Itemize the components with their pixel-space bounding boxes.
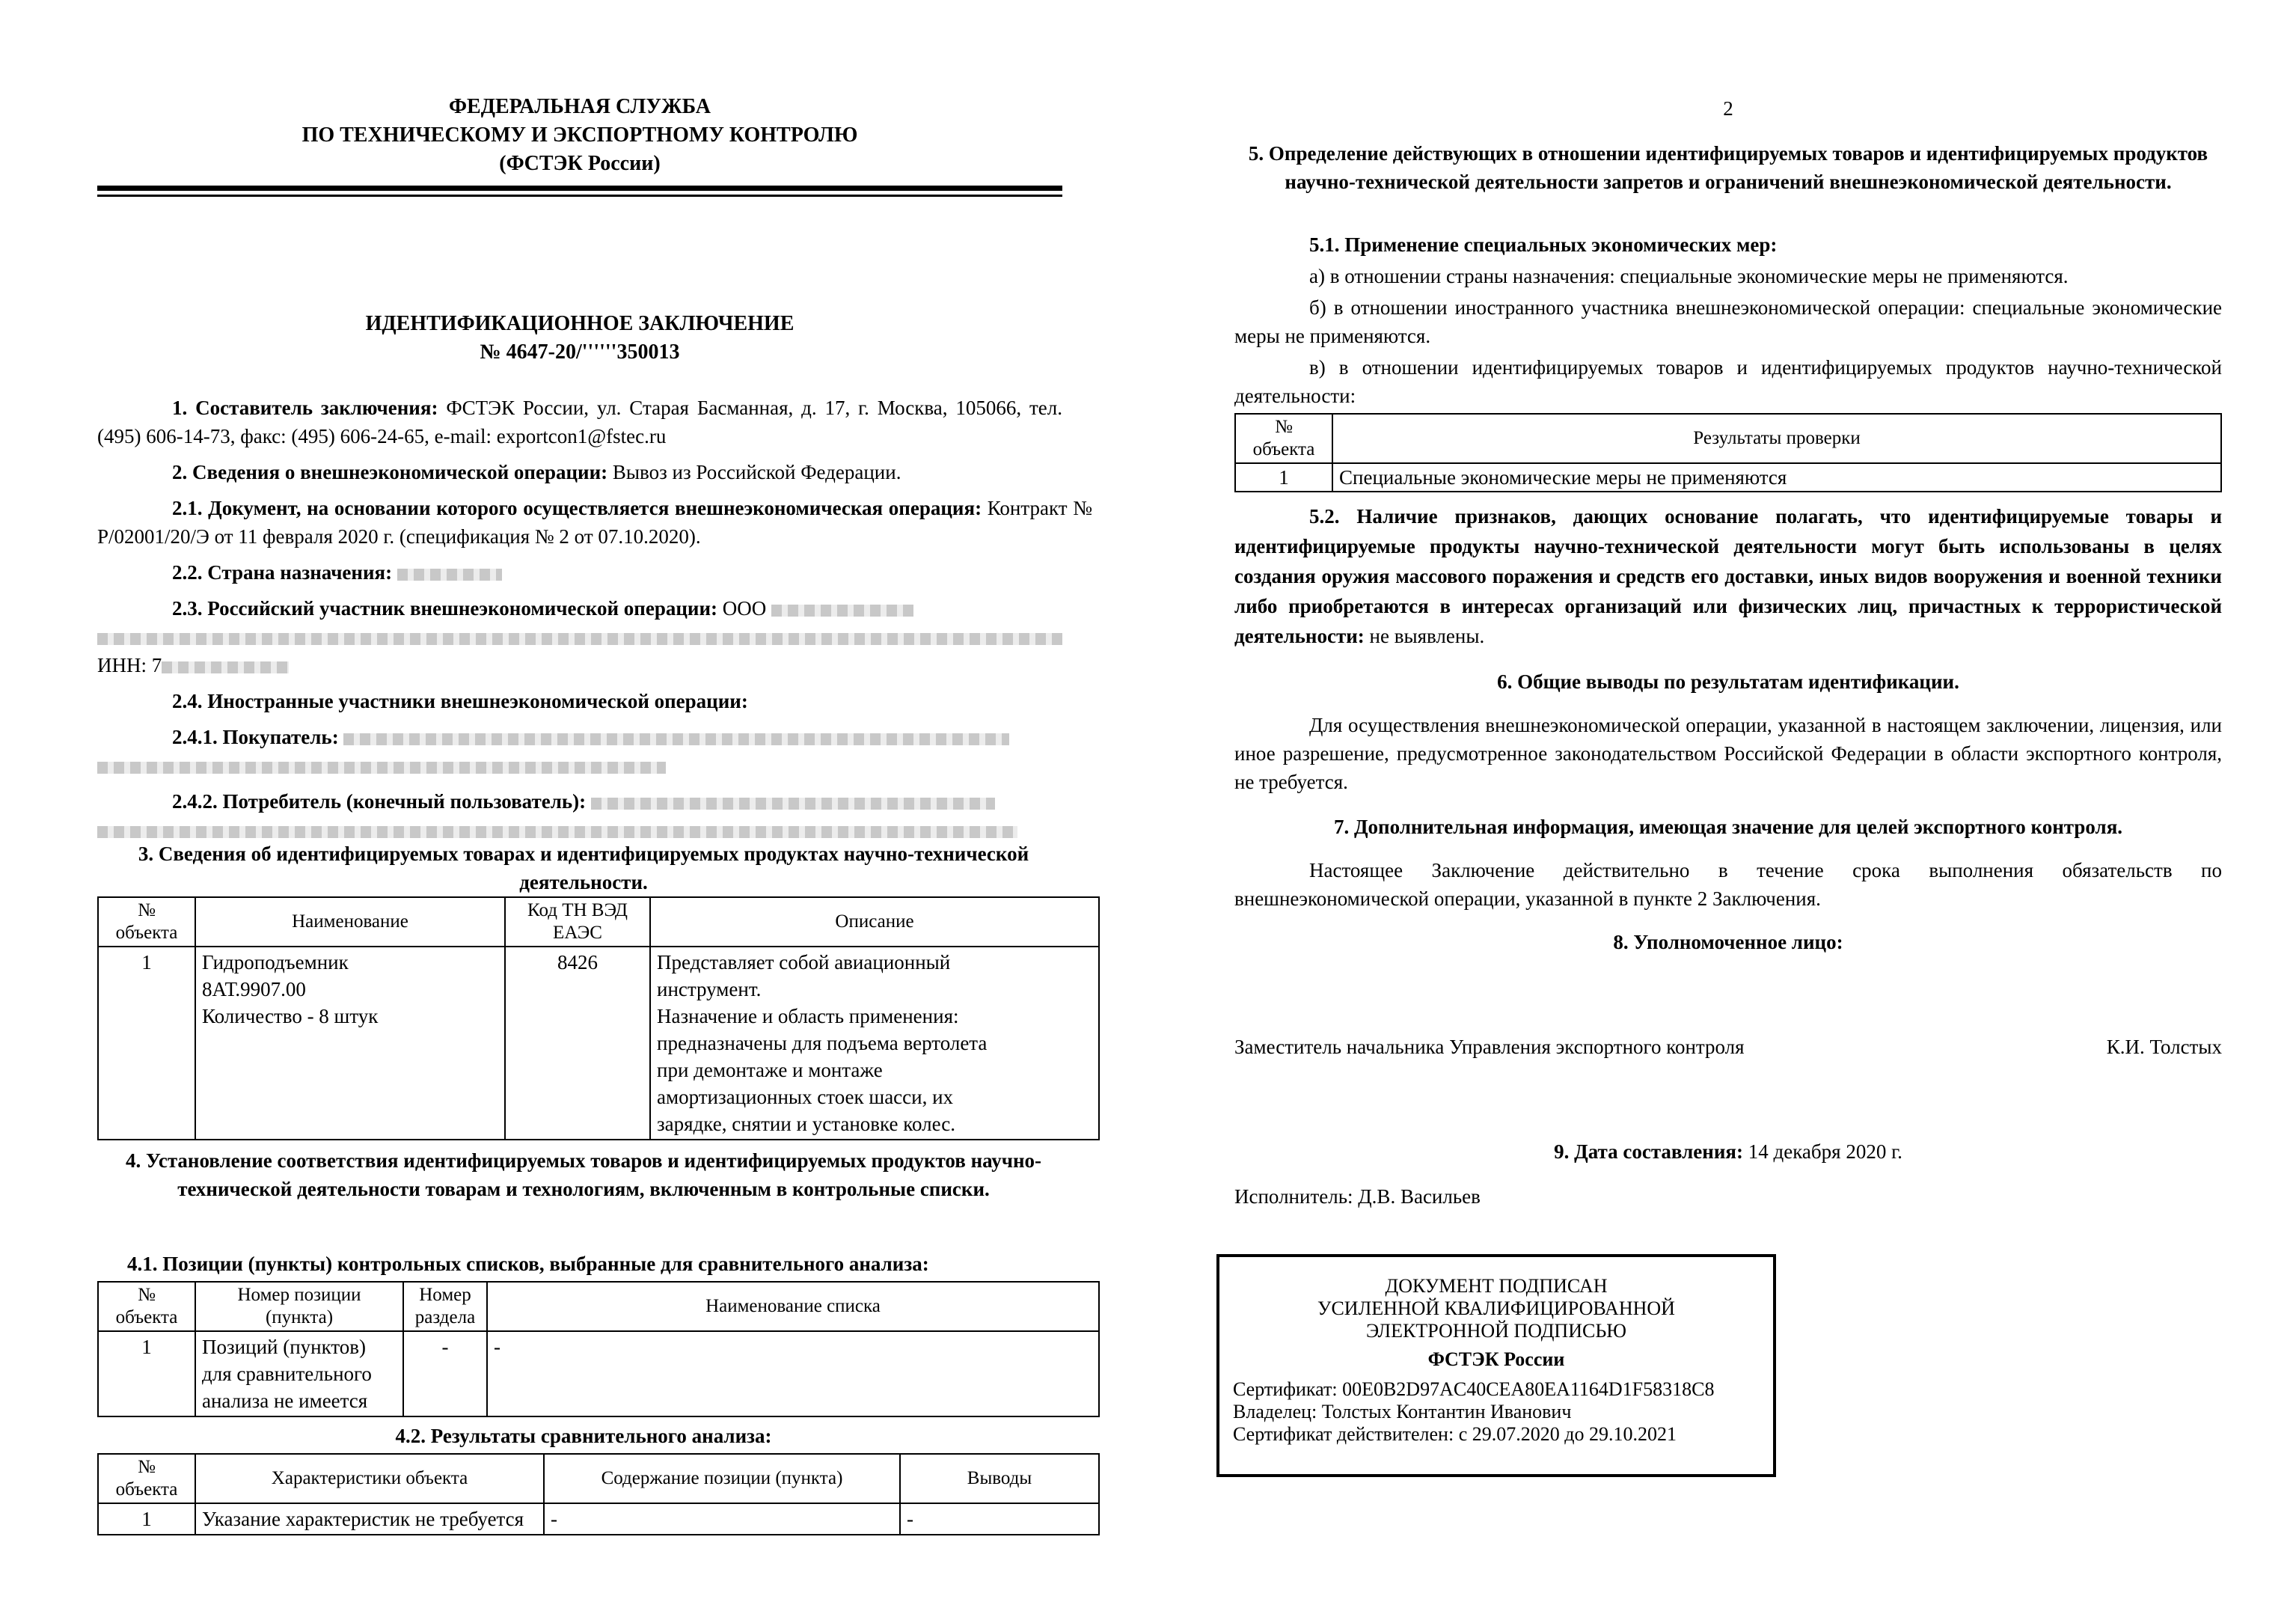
section-4-2-title: 4.2. Результаты сравнительного анализа: [395, 1425, 772, 1447]
executor: Исполнитель: Д.В. Васильев [1234, 1185, 1481, 1208]
section-2-text: Вывоз из Российской Федерации. [612, 461, 901, 483]
redacted-consumer-address [97, 826, 1017, 838]
redacted-buyer-address [97, 762, 666, 774]
stamp-line-3: ЭЛЕКТРОННОЙ ПОДПИСЬЮ [1366, 1320, 1626, 1342]
section-2-1-text: Контракт № Р/02001/20/Э от 11 февраля 2020 г. (спецификация № 2 от 07.10.2020). [97, 497, 1092, 548]
section-1 [97, 394, 1092, 844]
section-2-label: 2. Сведения о внешнеэкономической операции: [172, 461, 608, 483]
cmp-cell-characteristics: Указание характеристик не требуется [195, 1503, 544, 1535]
section-4-1-title: 4.1. Позиции (пункты) контрольных списков, выбранные для сравнительного анализа: [127, 1253, 929, 1275]
stamp-owner: Владелец: Толстых Контантин Иванович [1233, 1401, 1572, 1422]
section-5-1-a: а) в отношении страны назначения: специальные экономические меры не применяются. [1309, 265, 2069, 287]
goods-cell-desc [650, 947, 1099, 1140]
cl-col-list-name: Наименование списка [487, 1282, 1099, 1331]
cmp-col-conclusions: Выводы [900, 1454, 1099, 1503]
document-page-1 [97, 0, 1092, 1620]
cmp-cell-num: 1 [98, 1503, 195, 1535]
section-2-2-label: 2.2. Страна назначения: [172, 561, 393, 584]
redacted-buyer [343, 733, 1009, 745]
cl-col-section: Номер раздела [403, 1282, 487, 1331]
section-5-2 [1234, 501, 2222, 651]
stamp-validity: Сертификат действителен: с 29.07.2020 до 29.10.2021 [1233, 1423, 1677, 1445]
section-5-1-title: 5.1. Применение специальных экономических мер: [1309, 233, 1778, 256]
section-6-text: Для осуществления внешнеэкономической операции, указанной в настоящем заключении, лицензия, или иное разрешение, предусмотренное законодательством Российской Федерации в области экспортного контроля, не требуется. [1234, 714, 2222, 793]
section-2-1-label: 2.1. Документ, на основании которого осуществляется внешнеэкономическая операция: [172, 497, 982, 519]
cl-col-position: Номер позиции (пункта) [195, 1282, 403, 1331]
cl-cell-num: 1 [98, 1331, 195, 1416]
section-6-title: 6. Общие выводы по результатам идентификации. [1497, 670, 1959, 693]
measures-table [1234, 413, 2222, 492]
cl-col-num: № объекта [98, 1282, 195, 1331]
redacted-address [97, 633, 1062, 645]
header-rule-thick [97, 186, 1062, 191]
goods-name-line-1: Гидроподъемник [202, 951, 349, 973]
redacted-inn [162, 661, 289, 673]
agency-header [97, 93, 1062, 178]
goods-cell-num: 1 [98, 947, 195, 1140]
document-page-2 [1234, 0, 2222, 1620]
section-9 [1234, 1137, 2222, 1166]
redacted-company [771, 605, 913, 617]
section-1-text: ФСТЭК России, ул. Старая Басманная, д. 17, г. Москва, 105066, тел. (495) 606-14-73, факс: (495) 606-24-65, e-mail: exportcon1@fstec.ru [97, 397, 1063, 447]
section-9-label: 9. Дата составления: [1554, 1140, 1743, 1163]
agency-line-3: (ФСТЭК России) [499, 152, 661, 175]
goods-col-name: Наименование [195, 897, 505, 947]
section-2-4-1-label: 2.4.1. Покупатель: [172, 726, 339, 748]
cmp-col-characteristics: Характеристики объекта [195, 1454, 544, 1503]
page-number: 2 [1723, 97, 1733, 120]
redacted-consumer [591, 798, 995, 810]
header-rule-thin [97, 195, 1062, 197]
measures-cell-result: Специальные экономические меры не применяются [1332, 463, 2221, 492]
cmp-cell-content: - [544, 1503, 900, 1535]
table-row [1235, 463, 2221, 492]
stamp-line-2: УСИЛЕННОЙ КВАЛИФИЦИРОВАННОЙ [1317, 1297, 1675, 1319]
section-2-4-label: 2.4. Иностранные участники внешнеэкономической операции: [172, 690, 748, 712]
goods-name-line-2: 8АТ.9907.00 [202, 978, 306, 1000]
goods-table [97, 896, 1100, 1140]
stamp-certificate: Сертификат: 00E0B2D97AC40CEA80EA1164D1F58318C8 [1233, 1378, 1715, 1400]
comparison-table [97, 1453, 1100, 1535]
measures-col-num: № объекта [1235, 414, 1332, 463]
table-row [98, 1503, 1099, 1535]
control-list-table [97, 1281, 1100, 1417]
goods-col-desc: Описание [650, 897, 1099, 947]
section-2-3-inn: ИНН: 7 [97, 654, 162, 676]
goods-name-line-3: Количество - 8 штук [202, 1005, 379, 1027]
official-name: К.И. Толстых [2106, 1036, 2222, 1058]
section-8-title: 8. Уполномоченное лицо: [1613, 931, 1843, 953]
section-2-3-text: ООО [722, 597, 767, 620]
section-2-4-2-label: 2.4.2. Потребитель (конечный пользователь): [172, 790, 587, 813]
cmp-cell-conclusions: - [900, 1503, 1099, 1535]
section-5-2-text: не выявлены. [1369, 625, 1485, 647]
table-row [98, 947, 1099, 1140]
section-4-title: 4. Установление соответствия идентифицируемых товаров и идентифицируемых продуктов научно-технической деятельности товарам и технологиям, включенным в контрольные списки. [125, 1149, 1042, 1200]
table-row [98, 1331, 1099, 1416]
stamp-org: ФСТЭК России [1427, 1348, 1565, 1370]
cl-cell-list-name: - [487, 1331, 1099, 1416]
official-position: Заместитель начальника Управления экспортного контроля [1234, 1036, 1745, 1058]
section-2-3-label: 2.3. Российский участник внешнеэкономической операции: [172, 597, 718, 620]
section-5-1 [1234, 230, 2222, 410]
goods-cell-code: 8426 [505, 947, 650, 1140]
document-title: ИДЕНТИФИКАЦИОННОЕ ЗАКЛЮЧЕНИЕ [365, 312, 795, 335]
goods-desc-line-2: Назначение и область применения: предназначены для подъема вертолета при демонтаже и монтаже амортизационных стоек шасси, их зарядке, снятии и установке колес. [657, 1005, 988, 1135]
section-5-2-label: 5.2. Наличие признаков, дающих основание полагать, что идентифицируемые товары и идентифицируемые продукты научно-технической деятельности могут быть использованы в целях создания оружия массового поражения и средств его доставки, иных видов вооружения и военной техники либо приобретаются в интересах организаций или физических лиц, причастных к террористической деятельности: [1234, 505, 2222, 647]
signatory-line [1234, 1033, 2222, 1061]
cl-cell-position: Позиций (пунктов) для сравнительного анализа не имеется [195, 1331, 403, 1416]
section-5-1-c: в) в отношении идентифицируемых товаров и идентифицируемых продуктов научно-технической деятельности: [1234, 356, 2222, 407]
section-1-label: 1. Составитель заключения: [172, 397, 438, 419]
section-5-title: 5. Определение действующих в отношении идентифицируемых товаров и идентифицируемых продуктов научно-технической деятельности запретов и ограничений внешнеэкономической деятельности. [1248, 142, 2208, 193]
document-title-block [97, 310, 1062, 367]
stamp-line-1: ДОКУМЕНТ ПОДПИСАН [1385, 1275, 1608, 1297]
section-9-text: 14 декабря 2020 г. [1748, 1140, 1902, 1163]
document-number: № 4647-20/''''''350013 [480, 340, 680, 364]
cmp-col-content: Содержание позиции (пункта) [544, 1454, 900, 1503]
section-3-title: 3. Сведения об идентифицируемых товарах и идентифицируемых продуктах научно-технической деятельности. [138, 843, 1029, 893]
section-7-text: Настоящее Заключение действительно в течение срока выполнения обязательств по внешнеэкономической операции, указанной в пункте 2 Заключения. [1234, 859, 2222, 910]
section-5-1-b: б) в отношении иностранного участника внешнеэкономической операции: специальные экономические меры не применяются. [1234, 296, 2222, 347]
goods-col-num: № объекта [98, 897, 195, 947]
measures-col-result: Результаты проверки [1332, 414, 2221, 463]
cl-cell-section: - [403, 1331, 487, 1416]
cmp-col-num: № объекта [98, 1454, 195, 1503]
goods-col-code: Код ТН ВЭД ЕАЭС [505, 897, 650, 947]
agency-line-2: ПО ТЕХНИЧЕСКОМУ И ЭКСПОРТНОМУ КОНТРОЛЮ [301, 123, 858, 147]
section-7-title: 7. Дополнительная информация, имеющая значение для целей экспортного контроля. [1333, 816, 2123, 838]
measures-cell-num: 1 [1235, 463, 1332, 492]
agency-line-1: ФЕДЕРАЛЬНАЯ СЛУЖБА [449, 95, 711, 118]
goods-cell-name [195, 947, 505, 1140]
redacted-country [397, 569, 502, 581]
signature-stamp [1216, 1254, 1776, 1477]
goods-desc-line-1: Представляет собой авиационный инструмент. [657, 951, 951, 1000]
